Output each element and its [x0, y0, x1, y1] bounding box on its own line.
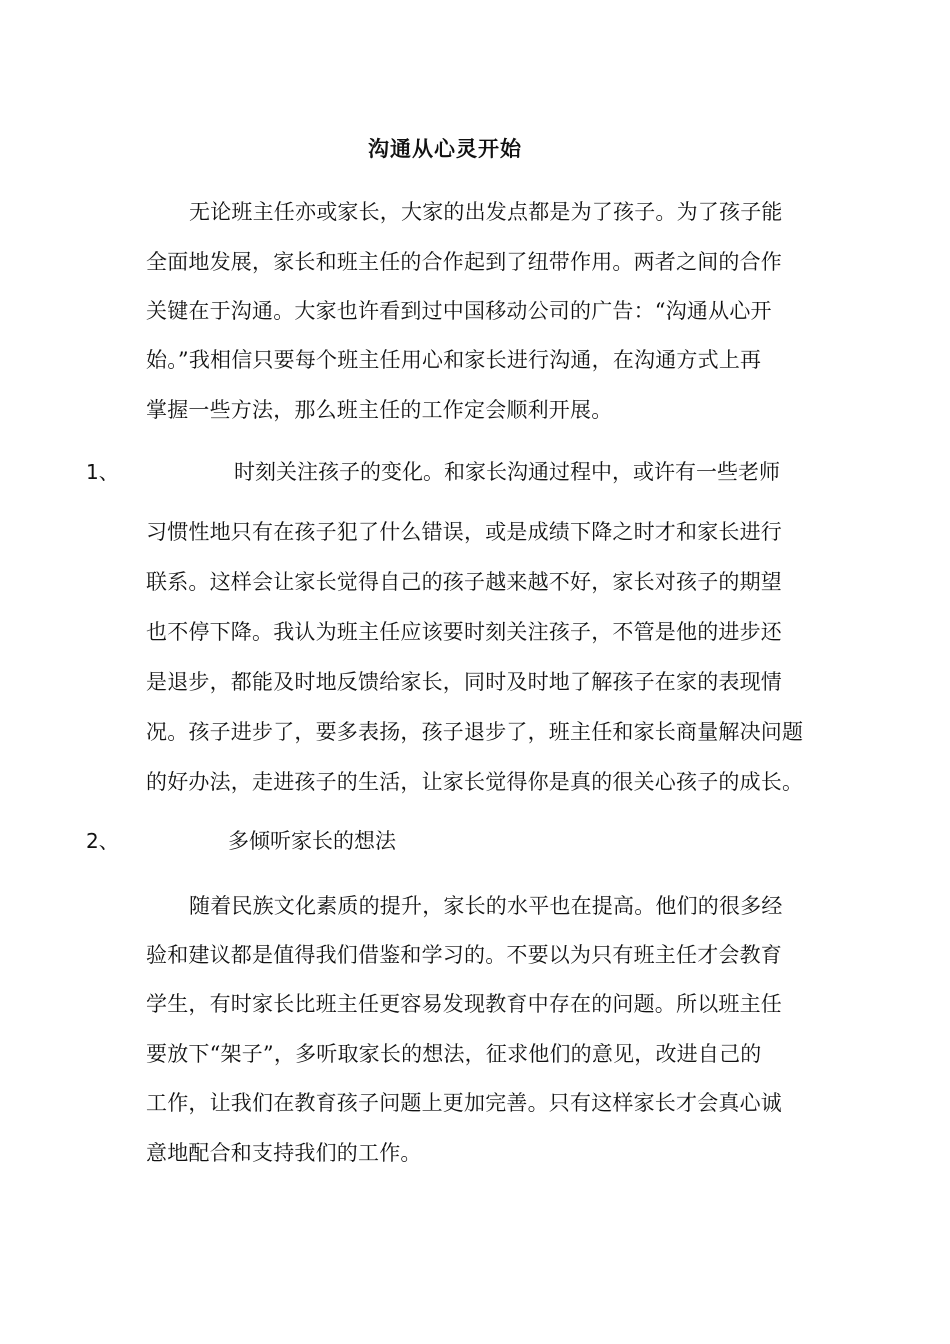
section-1-first-line: 时刻关注孩子的变化。和家长沟通过程中，或许有一些老师 — [234, 460, 780, 484]
section-1-line: 的好办法，走进孩子的生活，让家长觉得你是真的很关心孩子的成长。 — [146, 770, 804, 794]
intro-line: 全面地发展，家长和班主任的合作起到了纽带作用。两者之间的合作 — [146, 250, 782, 274]
intro-line: 无论班主任亦或家长，大家的出发点都是为了孩子。为了孩子能 — [189, 200, 783, 224]
section-2-line: 学生，有时家长比班主任更容易发现教育中存在的问题。所以班主任 — [146, 992, 782, 1016]
section-1-number: 1、 — [86, 460, 119, 484]
section-2-line: 意地配合和支持我们的工作。 — [146, 1141, 422, 1165]
section-1-line: 也不停下降。我认为班主任应该要时刻关注孩子，不管是他的进步还 — [146, 620, 782, 644]
section-1-line: 况。孩子进步了，要多表扬，孩子退步了，班主任和家长商量解决问题 — [146, 720, 804, 744]
section-2-line: 验和建议都是值得我们借鉴和学习的。不要以为只有班主任才会教育 — [146, 943, 782, 967]
section-2-heading: 多倾听家长的想法 — [228, 829, 396, 853]
section-1-line: 习惯性地只有在孩子犯了什么错误，或是成绩下降之时才和家长进行 — [146, 520, 782, 544]
document-title: 沟通从心灵开始 — [368, 137, 522, 161]
section-1-line: 联系。这样会让家长觉得自己的孩子越来越不好，家长对孩子的期望 — [146, 570, 782, 594]
section-1-line: 是退步，都能及时地反馈给家长，同时及时地了解孩子在家的表现情 — [146, 670, 782, 694]
section-2-number: 2、 — [86, 829, 119, 853]
intro-line: 始。”我相信只要每个班主任用心和家长进行沟通，在沟通方式上再 — [146, 348, 762, 372]
intro-line: 关键在于沟通。大家也许看到过中国移动公司的广告：“沟通从心开 — [146, 299, 772, 323]
intro-line: 掌握一些方法，那么班主任的工作定会顺利开展。 — [146, 398, 613, 422]
section-2-line: 要放下“架子”，多听取家长的想法，征求他们的意见，改进自己的 — [146, 1042, 762, 1066]
section-2-line: 工作，让我们在教育孩子问题上更加完善。只有这样家长才会真心诚 — [146, 1091, 782, 1115]
section-2-line: 随着民族文化素质的提升，家长的水平也在提高。他们的很多经 — [189, 894, 783, 918]
